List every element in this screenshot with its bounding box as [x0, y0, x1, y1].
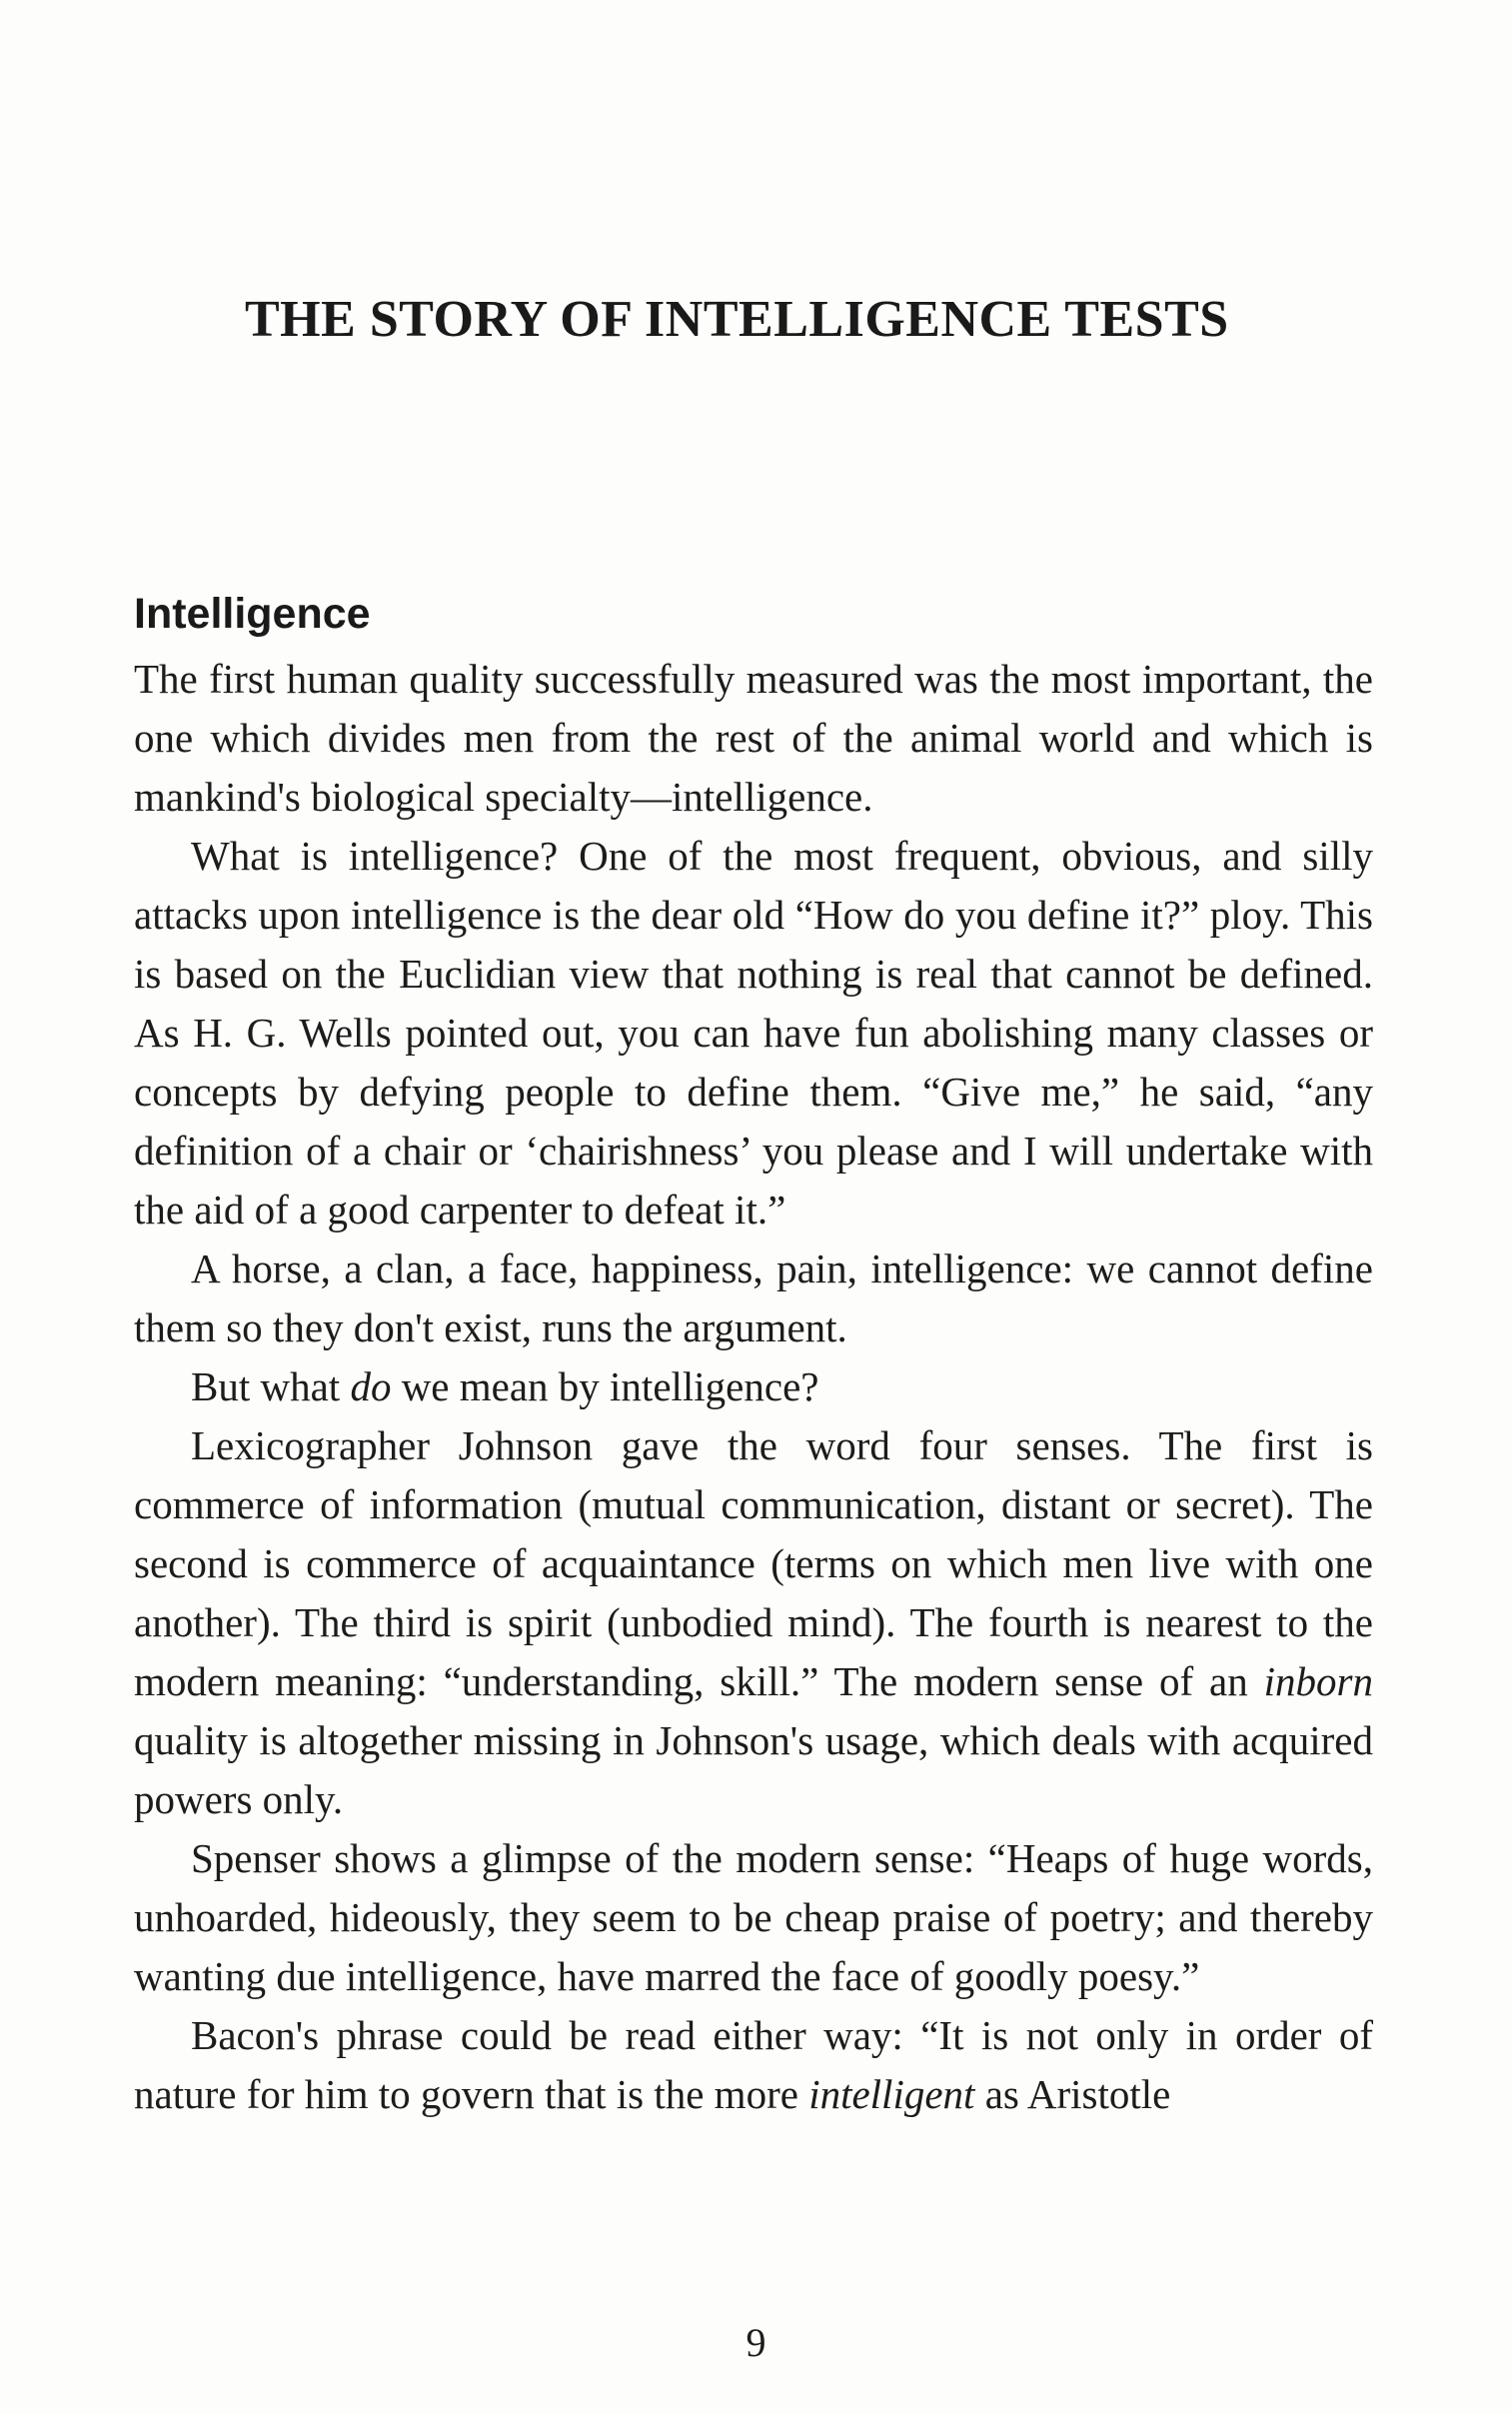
- paragraph-text: Lexicographer Johnson gave the word four senses. The first is commerce of information (mutual communication, distant or secret). The second is commerce of acquaintance (terms on which men live with one another). The third is spirit (unbodied mind). The fourth is nearest to the modern meaning: “understanding, skill.” The modern sense of an: [134, 1422, 1373, 1704]
- paragraph: The first human quality successfully measured was the most important, the one which divides men from the rest of the animal world and which is mankind's biological specialty—intelligence.: [134, 656, 1373, 820]
- paragraph: What is intelligence? One of the most frequent, obvious, and silly attacks upon intelligence is the dear old “How do you define it?” ploy. This is based on the Euclidian view that nothing is real that cannot be defined. As H. G. Wells pointed out, you can have fun abolishing many classes or concepts by defying people to define them. “Give me,” he said, “any definition of a chair or ‘chairishness’ you please and I will undertake with the aid of a good carpenter to defeat it.”: [134, 833, 1373, 1232]
- paragraph-text: But what: [191, 1363, 351, 1409]
- paragraph-text: we mean by intelligence?: [391, 1363, 819, 1409]
- italic-text: do: [350, 1363, 392, 1409]
- paragraph: Spenser shows a glimpse of the modern sense: “Heaps of huge words, unhoarded, hideously, they seem to be cheap praise of poetry; and thereby wanting due intelligence, have marred the face of goodly poesy.”: [134, 1835, 1373, 1999]
- paragraph-text: Bacon's phrase could be read either way: “It is not only in order of nature for him to govern that is the more: [134, 2012, 1373, 2117]
- paragraph: A horse, a clan, a face, happiness, pain, intelligence: we cannot define them so they don't exist, runs the argument.: [134, 1245, 1373, 1350]
- body-text: [134, 650, 1373, 2124]
- paragraph-text: as Aristotle: [974, 2071, 1171, 2117]
- paragraph-text: quality is altogether missing in Johnson's usage, which deals with acquired powers only.: [134, 1717, 1373, 1822]
- page-number: 9: [746, 2320, 766, 2365]
- chapter-title: THE STORY OF INTELLIGENCE TESTS: [245, 291, 1229, 348]
- section-heading: Intelligence: [134, 590, 371, 638]
- italic-text: inborn: [1263, 1658, 1373, 1704]
- paragraph: [134, 1416, 1373, 1829]
- italic-text: intelligent: [808, 2071, 975, 2117]
- paragraph: [134, 1357, 1373, 1416]
- paragraph: [134, 2006, 1373, 2124]
